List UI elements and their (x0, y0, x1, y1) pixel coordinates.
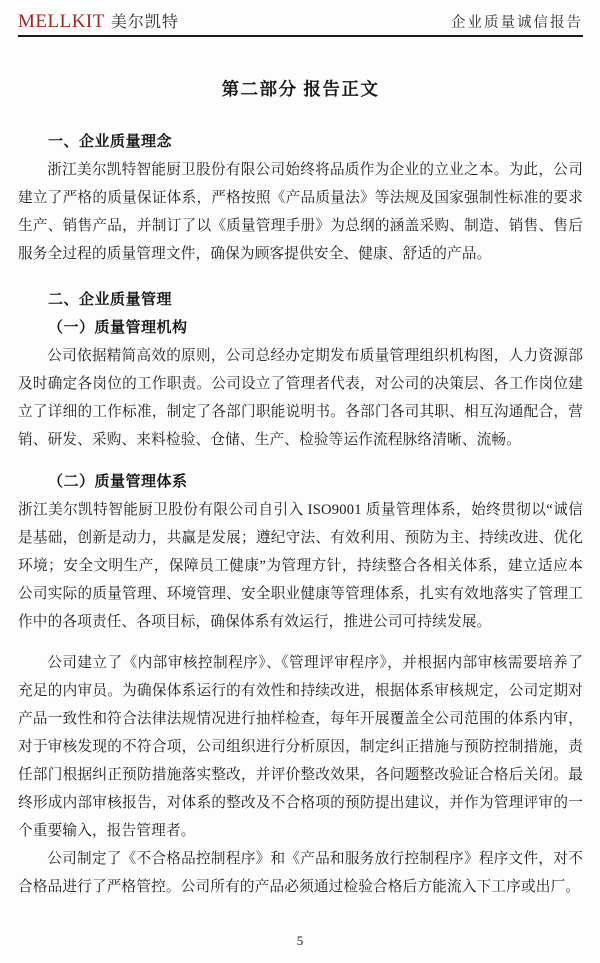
brand-logo-cn: 美尔凯特 (110, 14, 179, 31)
page-header (18, 0, 583, 37)
paragraph-nonconforming-product-control: 公司制定了《不合格品控制程序》和《产品和服务放行控制程序》程序文件，对不合格品进行了严格管控。公司所有的产品必须通过检验合格后方能流入下工序或出厂。 (18, 851, 583, 895)
page-number: 5 (296, 933, 304, 948)
paragraph-quality-management-organization: 公司依据精简高效的原则，公司总经办定期发布质量管理组织机构图，人力资源部及时确定各岗位的工作职责。公司设立了管理者代表，对公司的决策层、各工作岗位建立了详细的工作标准，制定了各部门职能说明书。各部门各司其职、相互沟通配合，营销、研发、采购、来料检验、仓储、生产、检验等运作流程脉络清晰、流畅。 (18, 348, 583, 448)
document-section-title: 第二部分 报告正文 (221, 79, 380, 99)
heading-quality-philosophy: 一、企业质量理念 (48, 134, 173, 150)
paragraph-quality-management-system: 浙江美尔凯特智能厨卫股份有限公司自引入 ISO9001 质量管理体系，始终贯彻以“诚信是基础，创新是动力，共赢是发展；遵纪守法、有效利用、预防为主、持续改进、优化环境；安全文明生产，保障员工健康”为管理方针，持续整合各相关体系，建立适应本公司实际的质量管理、环境管理、安全职业健康等管理体系，扎实有效地落实了管理工作中的各项责任、各项目标，确保体系有效运行，推进公司可持续发展。 (18, 502, 583, 630)
subheading-quality-management-organization: （一）质量管理机构 (48, 320, 188, 336)
heading-quality-management: 二、企业质量管理 (48, 292, 173, 308)
report-body (18, 77, 583, 901)
paragraph-internal-audit: 公司建立了《内部审核控制程序》、《管理评审程序》，并根据内部审核需要培养了充足的内审员。为确保体系运行的有效性和持续改进，根据体系审核规定，公司定期对产品一致性和符合法律法规情况进行抽样检查，每年开展覆盖全公司范围的体系内审，对于审核发现的不符合项，公司组织进行分析原因，制定纠正措施与预防控制措施，责任部门根据纠正预防措施落实整改，并评价整改效果，各问题整改验证合格后关闭。最终形成内部审核报告，对体系的整改及不合格项的预防提出建议，并作为管理评审的一个重要输入，报告管理者。 (18, 655, 583, 839)
header-report-title: 企业质量诚信报告 (451, 15, 583, 31)
brand-logo-latin: MELLKIT (18, 11, 105, 32)
brand-logo (18, 9, 179, 33)
subheading-quality-management-system: （二）质量管理体系 (48, 474, 188, 490)
paragraph-quality-philosophy: 浙江美尔凯特智能厨卫股份有限公司始终将品质作为企业的立业之本。为此，公司建立了严格的质量保证体系，严格按照《产品质量法》等法规及国家强制性标准的要求生产、销售产品，并制订了以《质量管理手册》为总纲的涵盖采购、制造、销售、售后服务全过程的质量管理文件，确保为顾客提供安全、健康、舒适的产品。 (18, 162, 583, 262)
